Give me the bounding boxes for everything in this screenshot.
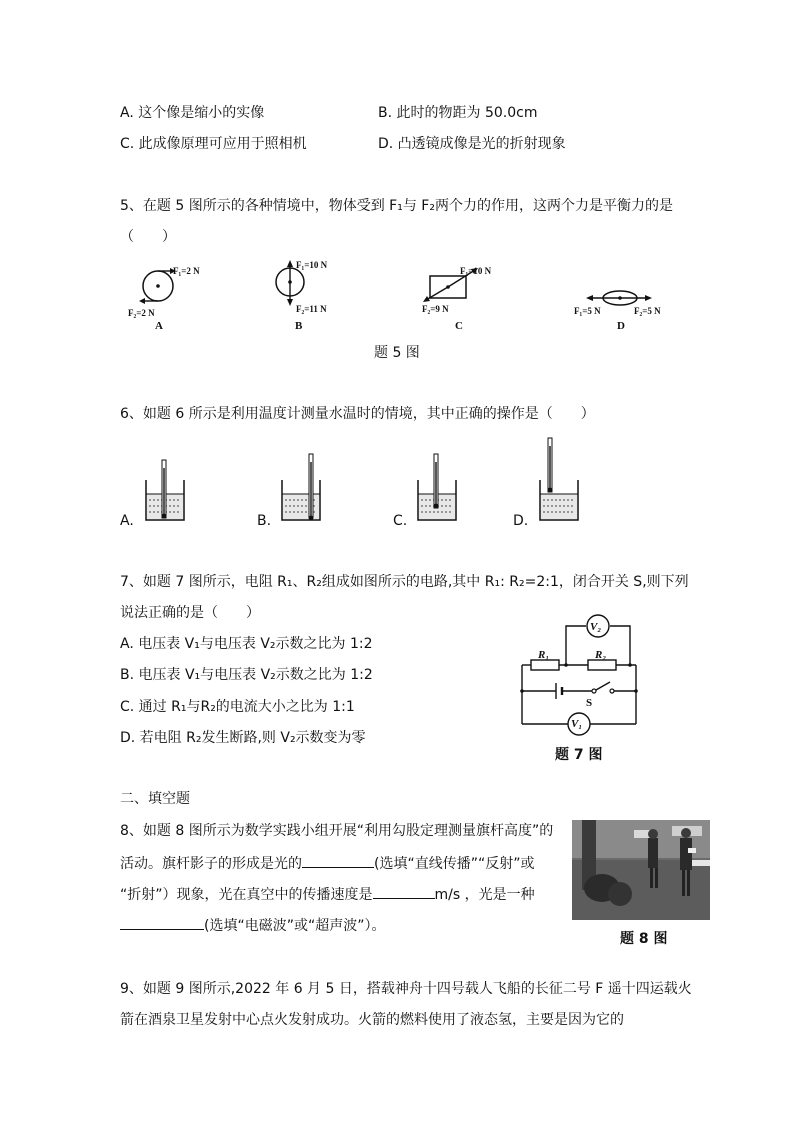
circuit-r2-label: R₂: [595, 649, 607, 661]
q5d-label: D: [617, 320, 625, 332]
q4-option-a: A. 这个像是缩小的实像: [120, 105, 265, 121]
q9-line1: 9、如题 9 图所示,2022 年 6 月 5 日，搭载神舟十四号载人飞船的长征二号 F 遥十四运载火: [120, 981, 692, 997]
q6-label-d: D.: [513, 513, 529, 529]
q5c-f2-label: F₂=9 N: [422, 304, 449, 314]
q6-beaker-a: [140, 458, 190, 528]
q5a-f1-label: F₁=2 N: [173, 266, 200, 276]
q5-caption: 题 5 图: [374, 345, 420, 361]
q8-line1: 8、如题 8 图所示为数学实践小组开展“利用勾股定理测量旗杆高度”的: [120, 823, 554, 839]
circuit-switch-label: S: [586, 697, 593, 709]
q6-label-c: C.: [393, 513, 408, 529]
q4-option-d: D. 凸透镜成像是光的折射现象: [378, 136, 566, 152]
q5-answer-paren: （ ）: [120, 229, 176, 245]
q7-stem-line2: 说法正确的是（ ）: [120, 605, 260, 621]
q4-option-b: B. 此时的物距为 50.0cm: [378, 105, 538, 121]
q5b-f1-label: F₁=10 N: [296, 260, 328, 270]
q6-beaker-b: [278, 452, 328, 528]
q8-caption: 题 8 图: [620, 931, 668, 947]
q6-beaker-c: [414, 452, 464, 528]
q8-photo: [572, 820, 710, 920]
q5c-label: C: [455, 320, 463, 332]
circuit-v2-label: V₂: [590, 621, 602, 633]
circuit-r1-label: R₁: [538, 649, 550, 661]
q7-option-c: C. 通过 R₁与R₂的电流大小之比为 1:1: [120, 699, 355, 715]
q8-blank-2[interactable]: [373, 884, 435, 899]
q8-line4: (选填“电磁波”或“超声波”）。: [120, 915, 385, 935]
q7-stem-line1: 7、如题 7 图所示，电阻 R₁、R₂组成如图所示的电路,其中 R₁: R₂=2:1，闭合开关 S,则下列: [120, 574, 689, 590]
q8-blank-1[interactable]: [302, 853, 374, 868]
q6-label-b: B.: [257, 513, 272, 529]
q5a-f2-label: F₂=2 N: [128, 308, 155, 318]
q7-option-a: A. 电压表 V₁与电压表 V₂示数之比为 1:2: [120, 636, 373, 652]
q7-caption: 题 7 图: [555, 747, 603, 763]
q9-line2: 箭在酒泉卫星发射中心点火发射成功。火箭的燃料使用了液态氢，主要是因为它的: [120, 1012, 624, 1028]
q6-label-a: A.: [120, 513, 134, 529]
q8-blank-3[interactable]: [120, 915, 204, 930]
q6-beaker-d: [536, 436, 586, 528]
q7-option-d: D. 若电阻 R₂发生断路,则 V₂示数变为零: [120, 730, 366, 746]
q5a-label: A: [155, 320, 163, 332]
section-heading-fill-in: 二、填空题: [120, 791, 190, 807]
q5d-f1-label: F₁=5 N: [574, 306, 601, 316]
q8-line2: 活动。旗杆影子的形成是光的 (选填“直线传播”“反射”或: [120, 853, 534, 873]
q4-option-c: C. 此成像原理可应用于照相机: [120, 136, 307, 152]
q5b-label: B: [295, 320, 303, 332]
q5b-f2-label: F₂=11 N: [296, 304, 327, 314]
q5-stem: 5、在题 5 图所示的各种情境中，物体受到 F₁与 F₂两个力的作用，这两个力是平衡力的是: [120, 198, 673, 214]
q8-line3: “折射”）现象，光在真空中的传播速度是 m/s ，光是一种: [120, 884, 535, 904]
q5c-f1-label: F₁=10 N: [460, 266, 492, 276]
q6-stem: 6、如题 6 所示是利用温度计测量水温时的情境，其中正确的操作是（ ）: [120, 406, 595, 422]
q8-photo-scene: [572, 820, 710, 920]
circuit-v1-label: V₁: [571, 718, 583, 730]
q5d-f2-label: F₂=5 N: [634, 306, 661, 316]
q7-option-b: B. 电压表 V₁与电压表 V₂示数之比为 1:2: [120, 667, 373, 683]
